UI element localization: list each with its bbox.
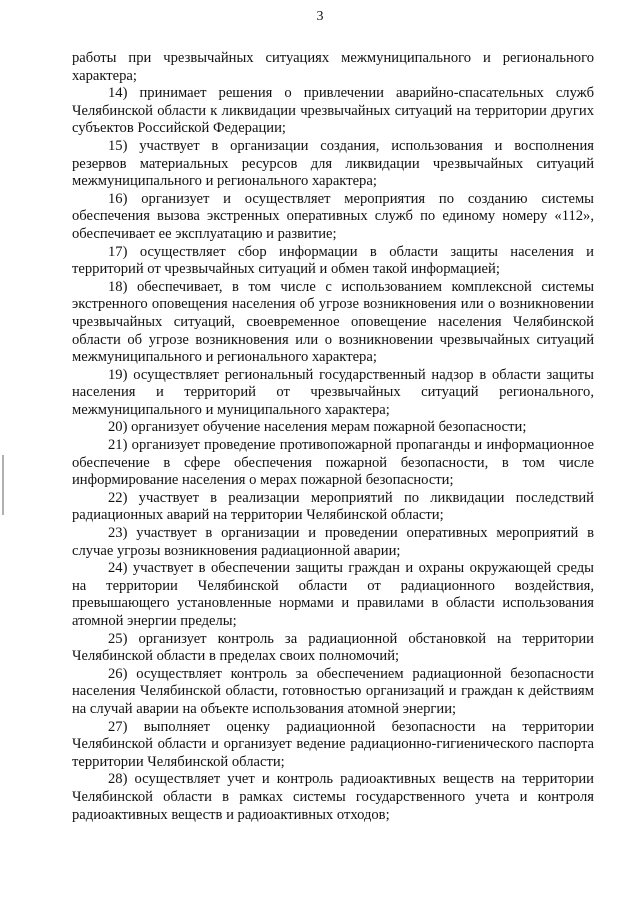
paragraph-item-18: 18) обеспечивает, в том числе с использованием комплексной системы экстренного оповещения населения об угрозе возникновения или о возникновении чрезвычайных ситуаций, своевременное оповещение населения Челябинской области об угрозе возникновения или о возникновении чрезвычайных ситуаций межмуниципального и регионального характера; [72,278,594,366]
paragraph-item-23: 23) участвует в организации и проведении оперативных мероприятий в случае угрозы возникновения радиационной аварии; [72,525,594,559]
paragraph-item-28: 28) осуществляет учет и контроль радиоактивных веществ на территории Челябинской области в рамках системы государственного учета и контроля радиоактивных веществ и радиоактивных отходов; [72,771,594,823]
paragraph-item-16: 16) организует и осуществляет мероприятия по созданию системы обеспечения вызова экстренных оперативных служб по единому номеру «112», обеспечивает ее эксплуатацию и развитие; [72,190,594,242]
paragraph-item-17: 17) осуществляет сбор информации в области защиты населения и территорий от чрезвычайных ситуаций и обмен такой информацией; [72,243,594,278]
paragraph-item-21: 21) организует проведение противопожарной пропаганды и информационное обеспечение в сфере обеспечения пожарной безопасности, в том числе информирование населения о мерах пожарной безопасности; [72,437,594,489]
paragraph-item-24: 24) участвует в обеспечении защиты граждан и охраны окружающей среды на территории Челябинской области от радиационного воздействия, превышающего установленные нормами и правилами в области использования атомной энергии пределы; [72,560,594,629]
paragraph-item-15: 15) участвует в организации создания, использования и восполнения резервов материальных ресурсов для ликвидации чрезвычайных ситуаций межмуниципального и регионального характера; [72,137,594,190]
paragraph-continuation: работы при чрезвычайных ситуациях межмуниципального и регионального характера; [72,50,594,84]
page-number: 3 [316,9,324,24]
paragraph-item-19: 19) осуществляет региональный государственный надзор в области защиты населения и территорий от чрезвычайных ситуаций регионального, межмуниципального и муниципального характера; [72,366,594,418]
paragraph-item-14: 14) принимает решения о привлечении аварийно-спасательных служб Челябинской области к ликвидации чрезвычайных ситуаций на территории других субъектов Российской Федерации; [72,85,594,137]
paragraph-item-25: 25) организует контроль за радиационной обстановкой на территории Челябинской области в пределах своих полномочий; [72,630,594,665]
paragraph-item-20: 20) организует обучение населения мерам пожарной безопасности; [108,419,527,436]
scan-edge-mark [2,455,4,515]
document-body [72,50,594,824]
paragraph-item-26: 26) осуществляет контроль за обеспечением радиационной безопасности населения Челябинской области, готовностью организаций и граждан к действиям на случай аварии на объекте использования атомной энергии; [72,665,594,717]
paragraph-item-22: 22) участвует в реализации мероприятий по ликвидации последствий радиационных аварий на территории Челябинской области; [72,489,594,524]
paragraph-item-27: 27) выполняет оценку радиационной безопасности на территории Челябинской области и организует ведение радиационно-гигиенического паспорта территории Челябинской области; [72,718,594,770]
